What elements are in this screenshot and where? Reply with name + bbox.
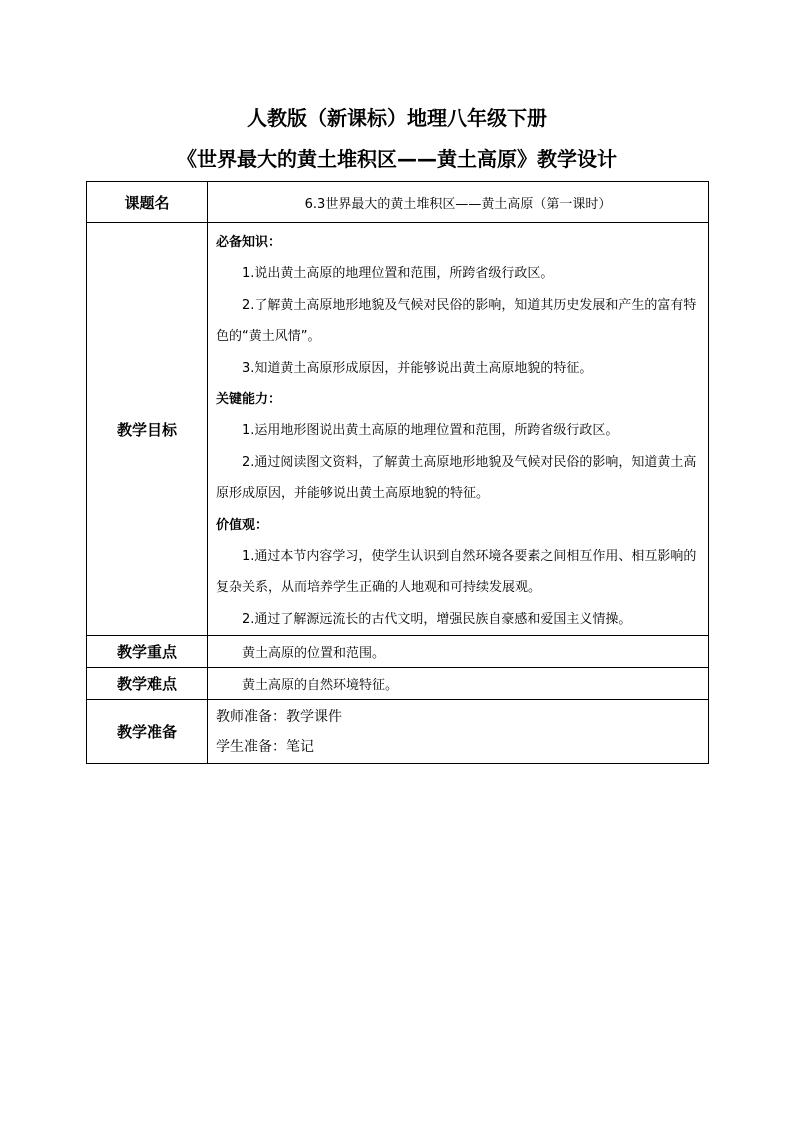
document-title: 人教版（新课标）地理八年级下册 (247, 106, 547, 130)
difficulty-value: 黄土高原的自然环境特征。 (242, 678, 399, 694)
table-row-goals (87, 223, 709, 636)
values-item: 2.通过了解源远流长的古代文明，增强民族自豪感和爱国主义情操。 (242, 611, 632, 627)
document-subtitle: 《世界最大的黄土堆积区——黄土高原》教学设计 (177, 147, 617, 171)
values-item: 1.通过本节内容学习，使学生认识到自然环境各要素之间相互作用、相互影响的复杂关系，从而培养学生正确的人地观和可持续发展观。 (216, 549, 697, 596)
goals-cell (208, 223, 709, 636)
table-row-focus (87, 636, 709, 668)
prep-teacher: 教师准备：教学课件 (216, 708, 342, 725)
prep-cell (208, 700, 709, 764)
difficulty-cell (208, 668, 709, 700)
topic-label: 课题名 (87, 182, 208, 223)
knowledge-item: 1.说出黄土高原的地理位置和范围，所跨省级行政区。 (242, 266, 554, 282)
ability-heading: 关键能力： (216, 392, 282, 408)
knowledge-heading: 必备知识： (216, 235, 282, 250)
topic-value: 6.3世界最大的黄土堆积区——黄土高原（第一课时） (208, 182, 709, 223)
table-row-difficulty (87, 668, 709, 700)
table-row-topic (87, 182, 709, 223)
values-heading: 价值观： (216, 517, 269, 533)
table-row-preparation (87, 700, 709, 764)
knowledge-item: 3.知道黄土高原形成原因，并能够说出黄土高原地貌的特征。 (242, 360, 593, 376)
prep-label: 教学准备 (87, 700, 208, 764)
focus-cell (208, 636, 709, 668)
difficulty-label: 教学难点 (87, 668, 208, 700)
prep-student: 学生准备：笔记 (216, 738, 314, 755)
ability-item: 2.通过阅读图文资料，了解黄土高原地形地貌及气候对民俗的影响，知道黄土高原形成原因，并能够说出黄土高原地貌的特征。 (216, 454, 697, 502)
knowledge-item: 2.了解黄土高原地形地貌及气候对民俗的影响，知道其历史发展和产生的富有特色的“黄土风情”。 (216, 297, 697, 345)
lesson-plan-table (86, 181, 709, 764)
ability-item: 1.运用地形图说出黄土高原的地理位置和范围，所跨省级行政区。 (242, 423, 619, 439)
focus-value: 黄土高原的位置和范围。 (242, 646, 386, 662)
goals-label: 教学目标 (87, 223, 208, 636)
focus-label: 教学重点 (87, 636, 208, 668)
